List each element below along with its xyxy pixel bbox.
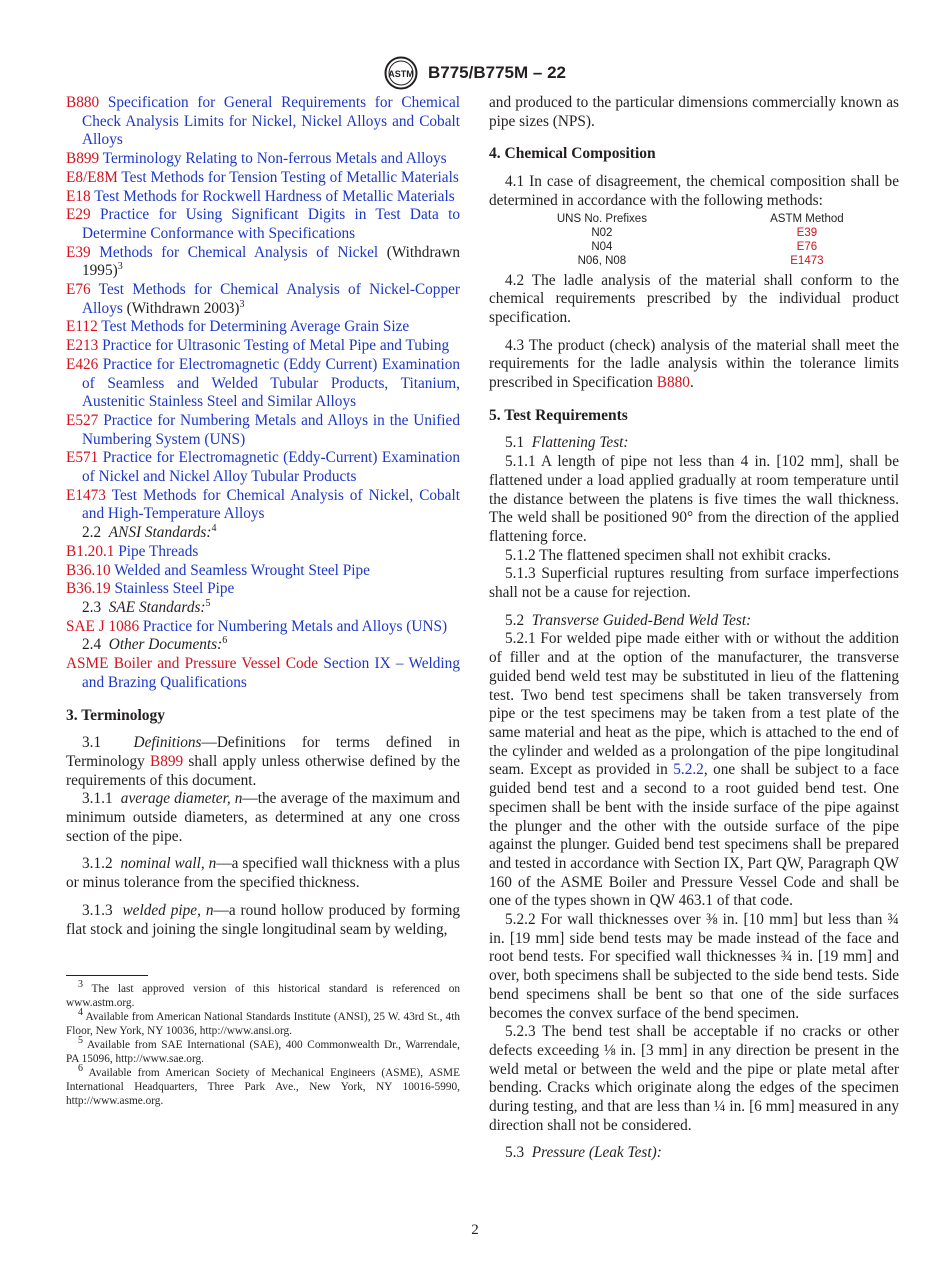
reference-item: [66, 169, 460, 188]
footnote-marker[interactable]: 3: [239, 298, 245, 310]
reference-title-link[interactable]: Section IX – Welding and Brazing Qualifications: [82, 655, 460, 691]
reference-code-link[interactable]: E39: [66, 243, 91, 261]
section-5-1-2: 5.1.2 The flattened specimen shall not exhibit cracks.: [505, 546, 831, 564]
section-5-3: 5.3 Pressure (Leak Test):: [505, 1144, 662, 1162]
continued-paragraph: and produced to the particular dimensions commercially known as pipe sizes (NPS).: [489, 94, 899, 130]
reference-title-link[interactable]: Terminology Relating to Non-ferrous Metals and Alloys: [102, 150, 447, 168]
section-3-1-1: 3.1.1 average diameter, n—the average of the maximum and minimum outside diameters, as determined at any one cross section of the pipe.: [66, 790, 460, 845]
ansi-standards-heading: 2.2 ANSI Standards:$^4$: [82, 523, 217, 542]
reference-title-link[interactable]: Practice for Ultrasonic Testing of Metal Pipe and Tubing: [102, 337, 450, 355]
b899-link[interactable]: B899: [150, 752, 184, 770]
reference-code-link[interactable]: B1.20.1: [66, 542, 115, 560]
footnote: $^3$ The last approved version of this historical standard is referenced on www.astm.org.: [66, 979, 461, 1010]
astm-method-link[interactable]: E1473: [790, 254, 824, 267]
section-5-1: 5.1 Flattening Test:: [505, 434, 629, 452]
reference-item: [66, 487, 460, 524]
test-requirements-heading: 5. Test Requirements: [489, 406, 628, 424]
reference-item: [66, 94, 460, 150]
section-3-1-3: 3.1.3 welded pipe, n—a round hollow produced by forming flat stock and joining the single longitudinal seam by welding,: [66, 901, 460, 938]
terminology-heading: 3. Terminology: [66, 706, 166, 724]
reference-item: [66, 655, 460, 692]
reference-title-link[interactable]: Practice for Using Significant Digits in Test Data to Determine Conformance with Specifications: [82, 206, 460, 242]
reference-code-link[interactable]: E426: [66, 355, 99, 373]
table-row: [489, 240, 899, 254]
reference-code-link[interactable]: E112: [66, 318, 98, 336]
reference-title-link[interactable]: Test Methods for Determining Average Grain Size: [101, 318, 410, 336]
reference-title-link[interactable]: Practice for Electromagnetic (Eddy-Current) Examination of Nickel and Nickel Alloy Tubular Products: [82, 449, 460, 486]
reference-code-link[interactable]: B36.19: [66, 580, 111, 598]
reference-item: [66, 244, 460, 281]
reference-item: [66, 580, 460, 599]
reference-title-link[interactable]: Test Methods for Tension Testing of Metallic Materials: [121, 168, 459, 186]
reference-item: [66, 188, 460, 207]
reference-code-link[interactable]: B36.10: [66, 561, 111, 579]
uns-prefix-cell: N06, N08: [577, 254, 627, 267]
section-5-1-1: 5.1.1 A length of pipe not less than 4 in. [102 mm], shall be flattened under a load applied gradually at room temperature until the distance between the platens is five times the wall thickness. The weld shall be positioned 90° from the direction of the applied flattening force.: [489, 453, 899, 545]
section-5-1-3: 5.1.3 Superficial ruptures resulting from surface imperfections shall not be a cause for rejection.: [489, 565, 899, 602]
reference-item: [66, 562, 460, 581]
reference-item: [66, 318, 460, 337]
footnotes: [66, 979, 461, 1108]
section-4-2: 4.2 The ladle analysis of the material shall conform to the chemical requirements prescribed by the individual product specification.: [489, 271, 899, 326]
page-number: 2: [471, 1222, 479, 1238]
referenced-documents-list: [66, 94, 460, 524]
reference-item: [66, 206, 460, 243]
reference-code-link[interactable]: ASME Boiler and Pressure Vessel Code: [66, 655, 319, 673]
uns-prefix-cell: N04: [591, 240, 613, 253]
reference-title-link[interactable]: Test Methods for Chemical Analysis of Nickel, Cobalt and High-Temperature Alloys: [82, 486, 460, 523]
section-5-2-3: 5.2.3 The bend test shall be acceptable if no cracks or other defects exceeding ⅛ in. [3 mm] in any direction be present in the weld metal or between the weld and the pipe or plate metal after bending. Cracks which originate along the edges of the specimen during testing, and that are less than ¼ in. [6 mm] measured in any direction shall not be considered.: [489, 1023, 899, 1134]
section-3-1-2: 3.1.2 nominal wall, n—a specified wall thickness with a plus or minus tolerance from the specified thickness.: [66, 855, 460, 892]
reference-code-link[interactable]: SAE J 1086: [66, 617, 140, 635]
other-documents-heading: 2.4 Other Documents:$^6$: [82, 635, 228, 654]
reference-item: [66, 150, 460, 169]
table-row: [489, 254, 899, 268]
section-4-3: 4.3 The product (check) analysis of the material shall meet the requirements for the ladle analysis within the tolerance limits prescribed in Specification B880.: [489, 336, 899, 392]
footnote-marker[interactable]: 6: [222, 635, 228, 647]
section-5-2-1: 5.2.1 For welded pipe made either with or without the addition of filler and at the option of the manufacturer, the transverse guided bend weld test may be substituted in lieu of the flattening test. Two bend test specimens shall be taken transversely from pipe or the test specimens may be taken from a test plate of the same material and heat as the pipe, which is attached to the end of the cylinder and welded as a prolongation of the pipe longitudinal seam. Except as provided in 5.2.2, one shall be subject to a face guided bend test and a second to a root guided bend test. One specimen shall be bent with the inside surface of the pipe against the plunger and the other with the outside surface of the pipe against the plunger. Guided bend test specimens shall be prepared and tested in accordance with Section IX, Part QW, Paragraph QW 160 of the ASME Boiler and Pressure Vessel Code and shall be one of the types shown in QW 463.1 of that code.: [489, 630, 899, 910]
section-3-1: 3.1 Definitions—Definitions for terms defined in Terminology B899 shall apply unless otherwise defined by the requirements of this document.: [66, 734, 460, 789]
reference-title-link[interactable]: Stainless Steel Pipe: [114, 580, 235, 598]
reference-code-link[interactable]: E76: [66, 281, 91, 299]
reference-code-link[interactable]: B880: [66, 94, 100, 111]
footnote-marker[interactable]: 4: [211, 523, 217, 535]
uns-prefix-cell: N02: [591, 226, 613, 239]
reference-code-link[interactable]: B899: [66, 150, 100, 168]
reference-code-link[interactable]: E29: [66, 206, 91, 224]
reference-title-link[interactable]: Pipe Threads: [118, 542, 199, 560]
sae-standards-heading: 2.3 SAE Standards:$^5$: [82, 597, 211, 616]
reference-code-link[interactable]: E527: [66, 411, 99, 429]
section-5-2-2: 5.2.2 For wall thicknesses over ⅜ in. [10 mm] but less than ¾ in. [19 mm] side bend tests may be made instead of the face and root bend tests. For specified wall thicknesses ¾ in. [19 mm] and over, both specimens shall be subjected to the side bend tests. Side bend specimens shall be bent so that one of the side surfaces becomes the convex surface of the bend specimen.: [489, 911, 899, 1022]
reference-title-link[interactable]: Specification for General Requirements for Chemical Check Analysis Limits for Nickel, Nickel Alloys and Cobalt Alloys: [82, 94, 460, 149]
section-5-2-2-link[interactable]: 5.2.2: [673, 761, 704, 779]
reference-title-link[interactable]: Practice for Numbering Metals and Alloys in the Unified Numbering System (UNS): [82, 411, 460, 448]
page-header: [0, 56, 950, 90]
reference-item: [66, 412, 460, 449]
astm-method-link[interactable]: E76: [796, 240, 818, 253]
footnote: $^4$ Available from American National Standards Institute (ANSI), 25 W. 43rd St., 4th Floor, New York, NY 10036, http://www.ansi.org.: [66, 1007, 460, 1038]
reference-code-link[interactable]: E213: [66, 337, 99, 355]
right-column: [489, 94, 899, 1163]
section-4-1: 4.1 In case of disagreement, the chemical composition shall be determined in accordance with the following methods:: [489, 173, 899, 209]
table-row: [489, 226, 899, 240]
reference-item: [66, 543, 460, 562]
table-header-row: [489, 212, 899, 226]
uns-method-table: [489, 212, 899, 268]
reference-item: [66, 337, 460, 356]
section-5-2: 5.2 Transverse Guided-Bend Weld Test:: [505, 611, 752, 629]
reference-code-link[interactable]: E8/E8M: [66, 168, 118, 186]
reference-code-link[interactable]: E571: [66, 449, 99, 467]
reference-title-link[interactable]: Welded and Seamless Wrought Steel Pipe: [114, 561, 370, 579]
astm-method-link[interactable]: E39: [796, 226, 818, 239]
column-header: UNS No. Prefixes: [556, 212, 647, 225]
footnote-divider: [66, 975, 148, 976]
footnote: $^5$ Available from SAE International (SAE), 400 Commonwealth Dr., Warrendale, PA 15096, http://www.sae.org.: [66, 1035, 461, 1066]
svg-text:ASTM: ASTM: [388, 69, 414, 79]
reference-title-link[interactable]: Practice for Numbering Metals and Alloys (UNS): [142, 617, 448, 635]
withdrawn-note: (Withdrawn 2003): [126, 299, 240, 317]
reference-title-link[interactable]: Practice for Electromagnetic (Eddy Current) Examination of Seamless and Welded Tubular Products, Titanium, Austenitic Stainless Steel and Similar Alloys: [82, 355, 460, 411]
left-column: [66, 94, 460, 1108]
reference-item: [66, 618, 460, 637]
footnote-marker[interactable]: 3: [117, 261, 123, 273]
astm-logo-icon: [384, 56, 418, 90]
column-header: ASTM Method: [770, 212, 844, 225]
reference-title-link[interactable]: Test Methods for Rockwell Hardness of Metallic Materials: [94, 187, 455, 205]
footnote-marker[interactable]: 5: [205, 597, 211, 609]
reference-item: [66, 449, 460, 486]
reference-title-link[interactable]: Methods for Chemical Analysis of Nickel: [99, 243, 379, 261]
reference-item: [66, 356, 460, 412]
chemical-composition-heading: 4. Chemical Composition: [489, 145, 656, 163]
reference-title-link[interactable]: Test Methods for Chemical Analysis of Nickel-Copper Alloys: [82, 281, 460, 317]
reference-code-link[interactable]: E1473: [66, 486, 106, 504]
standard-designation: B775/B775M – 22: [428, 63, 566, 82]
b880-link[interactable]: B880: [656, 374, 690, 392]
withdrawn-note: (Withdrawn 1995): [82, 243, 461, 280]
reference-item: [66, 281, 460, 318]
footnote: $^6$ Available from American Society of Mechanical Engineers (ASME), ASME International Headquarters, Three Park Ave., New York, NY 10016-5990, http://www.asme.org.: [66, 1063, 460, 1108]
reference-code-link[interactable]: E18: [66, 187, 91, 205]
